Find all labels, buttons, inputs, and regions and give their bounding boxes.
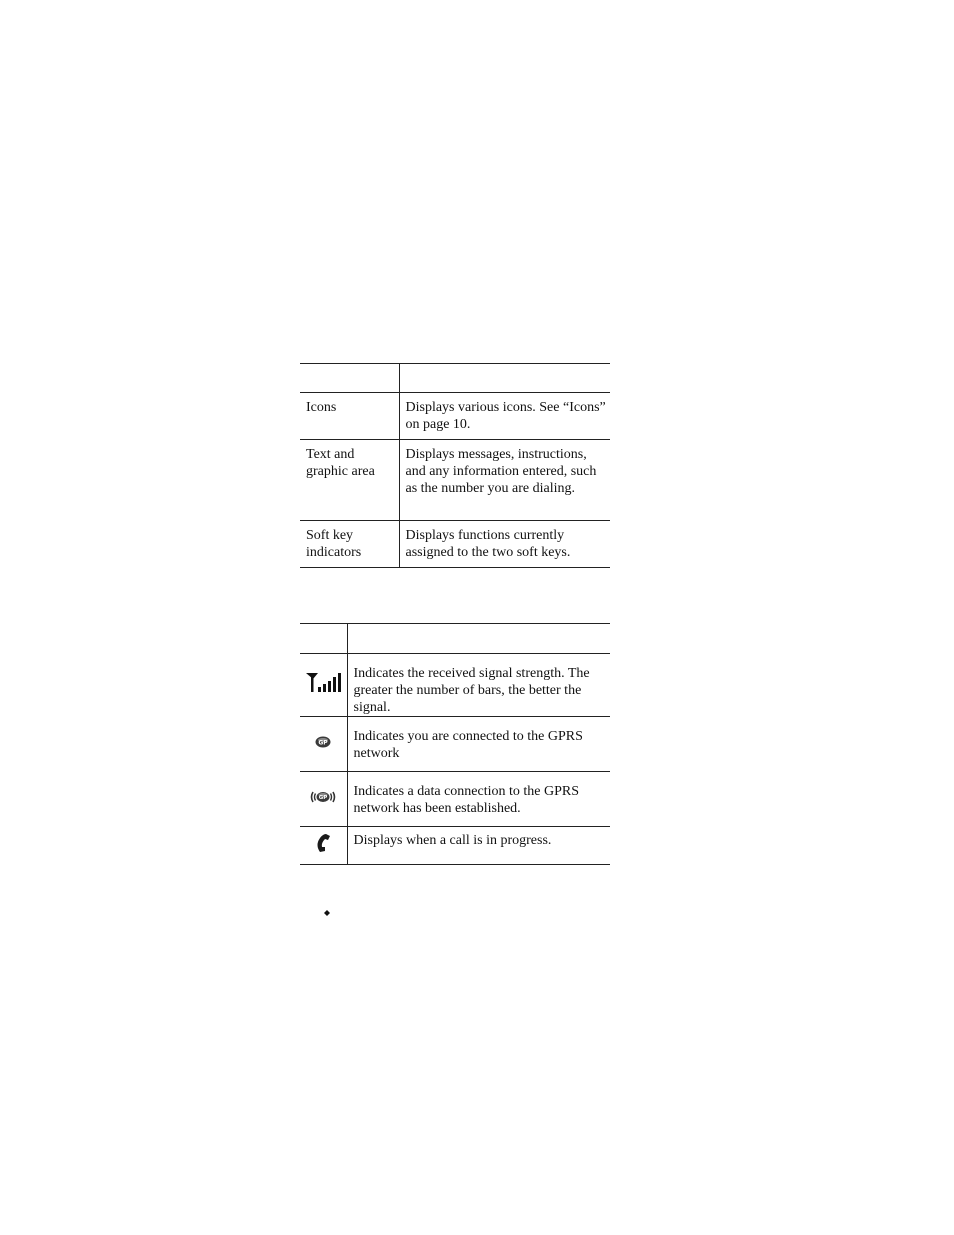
table-row (300, 393, 610, 440)
icon-cell (300, 654, 347, 717)
description-cell: Displays various icons. See “Icons” on page 10. (405, 400, 606, 432)
icon-cell (300, 827, 347, 865)
header-cell-description (399, 364, 610, 393)
gprs-data-connection-icon (309, 790, 337, 804)
header-cell-description (347, 624, 610, 654)
description-cell: Displays when a call is in progress. (353, 833, 552, 848)
display-areas-table (300, 363, 610, 568)
description-cell: Displays functions currently assigned to the two soft keys. (405, 528, 571, 560)
area-cell: Soft key indicators (300, 521, 399, 568)
icon-cell (300, 772, 347, 827)
table-row (300, 772, 610, 827)
table-row (300, 654, 610, 717)
header-cell-icon (300, 624, 347, 654)
signal-strength-icon (305, 672, 341, 694)
description-cell: Displays messages, instructions, and any information entered, such as the number you are dialing. (405, 447, 597, 496)
table-row (300, 521, 610, 568)
area-cell: Icons (300, 393, 399, 440)
table-row (300, 717, 610, 772)
bullet-icon (324, 903, 330, 909)
header-cell-area (300, 364, 399, 393)
icons-table (300, 623, 610, 865)
description-cell: Indicates you are connected to the GPRS network (353, 729, 583, 761)
gprs-connected-icon (315, 736, 331, 748)
description-cell: Indicates the received signal strength. The greater the number of bars, the better the signal. (353, 666, 590, 715)
table-row (300, 440, 610, 521)
table-header-row (300, 364, 610, 393)
description-cell: Indicates a data connection to the GPRS network has been established. (353, 784, 579, 816)
table-header-row (300, 624, 610, 654)
svg-text:GP: GP (318, 794, 328, 801)
area-cell: Text and graphic area (300, 440, 399, 521)
icon-cell (300, 717, 347, 772)
call-in-progress-icon (314, 833, 332, 853)
table-row (300, 827, 610, 865)
svg-text:GP: GP (318, 738, 328, 746)
